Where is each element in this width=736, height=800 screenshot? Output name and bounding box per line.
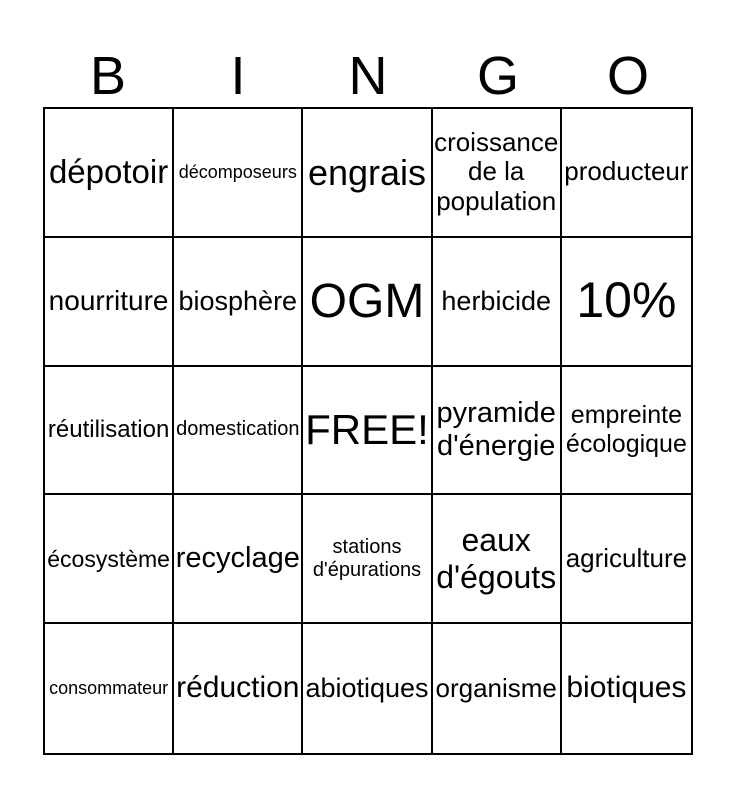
bingo-letter-o: O: [606, 46, 649, 106]
bingo-cell[interactable]: empreinte écologique: [562, 367, 691, 496]
bingo-letter-i: I: [230, 46, 246, 106]
bingo-cell[interactable]: stations d'épurations: [303, 495, 432, 624]
bingo-cell[interactable]: organisme: [433, 624, 562, 753]
bingo-cell[interactable]: herbicide: [433, 238, 562, 367]
bingo-cell[interactable]: agriculture: [562, 495, 691, 624]
bingo-cell[interactable]: écosystème: [45, 495, 174, 624]
bingo-cell[interactable]: eaux d'égouts: [433, 495, 562, 624]
bingo-letter-g: G: [476, 46, 519, 106]
bingo-cell[interactable]: croissance de la population: [433, 109, 562, 238]
bingo-cell[interactable]: biosphère: [174, 238, 303, 367]
bingo-letter-n: N: [348, 46, 388, 106]
bingo-cell[interactable]: décomposeurs: [174, 109, 303, 238]
bingo-cell[interactable]: producteur: [562, 109, 691, 238]
bingo-header: [43, 0, 693, 107]
bingo-cell[interactable]: biotiques: [562, 624, 691, 753]
bingo-cell[interactable]: recyclage: [174, 495, 303, 624]
bingo-cell[interactable]: réduction: [174, 624, 303, 753]
bingo-cell[interactable]: pyramide d'énergie: [433, 367, 562, 496]
bingo-grid: [43, 107, 693, 755]
bingo-cell[interactable]: réutilisation: [45, 367, 174, 496]
bingo-cell[interactable]: OGM: [303, 238, 432, 367]
bingo-cell[interactable]: 10%: [562, 238, 691, 367]
bingo-cell[interactable]: nourriture: [45, 238, 174, 367]
bingo-free-cell[interactable]: FREE!: [303, 367, 432, 496]
bingo-card: [43, 0, 693, 755]
bingo-cell[interactable]: consommateur: [45, 624, 174, 753]
bingo-letter-b: B: [89, 46, 127, 106]
bingo-cell[interactable]: abiotiques: [303, 624, 432, 753]
bingo-cell[interactable]: engrais: [303, 109, 432, 238]
bingo-cell[interactable]: dépotoir: [45, 109, 174, 238]
bingo-cell[interactable]: domestication: [174, 367, 303, 496]
